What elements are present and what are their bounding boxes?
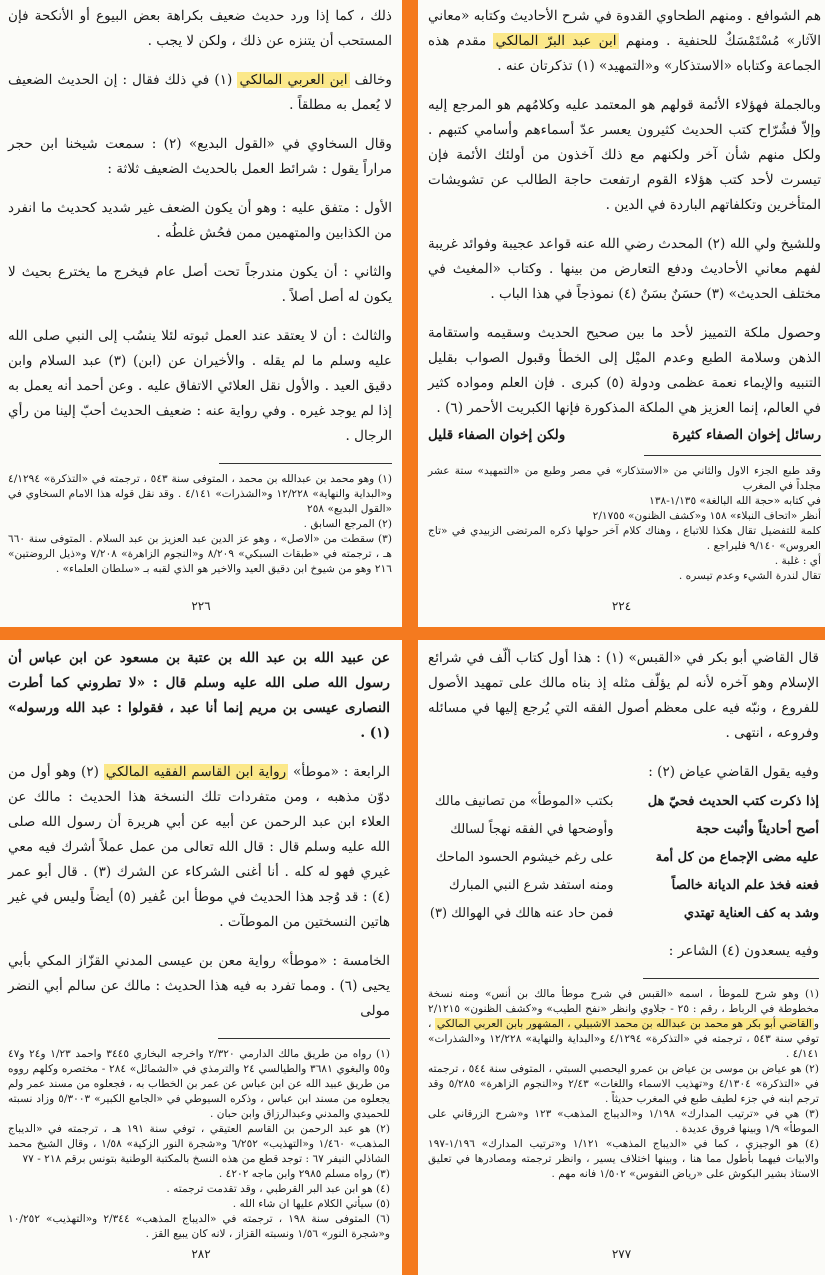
- poem-hemistich: فعنه فخذ علم الديانة خالصاً: [671, 878, 819, 893]
- page-number: ٢٧٧: [611, 1247, 632, 1261]
- footnote-divider: [644, 455, 821, 456]
- poem-hemistich: وأوضحها في الفقه نهجاً لسالك: [450, 822, 614, 837]
- paragraph: وخالف ابن العربي المالكي (١) في ذلك فقال : إن الحديث الضعيف لا يُعمل به مطلقاً .: [8, 72, 392, 113]
- footnote: كلمة للتفضيل تقال هكذا للاتباع ، وهناك كلام آخر حولها ذكره المرتضى الزبيدي في «تاج العروس» ٩/١٤٠ فليراجع .: [428, 525, 821, 552]
- page-224: [418, 0, 825, 627]
- footnote: (٢) هو عبد الرحمن بن القاسم العتيقي ، توفي سنة ١٩١ هـ ، ترجمته في «الديباج المذهب» ١/٤٦٠ و«التهذيب» ٦/٢٥٢ و«شجرة النور الزكية» ١/٥٨ ، وقال الشيخ محمد الشاذلي النيفر ٦٧ : توجد قطع من هذه النسخ بالمكتبة الوطنية بتونس برقم ٢١٨ - ٧٧: [8, 1123, 391, 1165]
- footnote: (١) وهو محمد بن عبدالله بن محمد ، المتوفى سنة ٥٤٣ ، ترجمته في «التذكرة» ٤/١٢٩٤ و«البداية والنهاية» ١٢/٢٢٨ و«الشذرات» ٤/١٤١ . وقد نقل قوله هذا الامام السخاوي في «القول البديع» ٢٥٨: [8, 473, 392, 515]
- paragraph: وفيه يسعدون (٤) الشاعر :: [668, 943, 819, 959]
- footnote: (٣) رواه مسلم ٢٩٨٥ وابن ماجه ٤٢٠٢ .: [218, 1168, 390, 1180]
- page-number: ٢٨٢: [191, 1247, 211, 1261]
- footnotes: [8, 1047, 390, 1242]
- page-282: [0, 640, 402, 1275]
- paragraph: وفيه يقول القاضي عياض (٢) :: [648, 764, 819, 780]
- poem-hemistich: فمن حاد عنه هالك في الهوالك (٣): [429, 906, 614, 921]
- proverb-right: رسائل إخوان الصفاء كثيرة: [672, 427, 821, 443]
- paragraph: ذلك ، كما إذا ورد حديث ضعيف بكراهة بعض البيوع أو الأنكحة فإن المستحب أن يتنزه عن ذلك ، ولكن لا يجب .: [8, 8, 392, 49]
- proverb-left: ولكن إخوان الصفاء قليل: [428, 427, 566, 443]
- footnote-divider: [218, 1038, 390, 1039]
- body-text: [8, 4, 392, 449]
- poem-hemistich: إذا ذكرت كتب الحديث فحيّ هل: [647, 794, 819, 809]
- paragraph: الرابعة : «موطأ» رواية ابن القاسم الفقيه المالكي (٢) وهو أول من دوّن مذهبه ، ومن متفردات تلك النسخة هذا الحديث : مالك عن العلاء ابن عبد الرحمن عن أبيه عن أبي هريرة أن رسول الله صلى الله عليه وسلم قال : قال الله تعالى من عمل عملاً أشرك فيه معي غيري فهو له كله . أنا أغنى الشركاء عن الشرك (٣) . قال أبو عمر (٤) : قد وُجد هذا الحديث في موطأ ابن عُفير (٥) أيضاً وليس في غير هاتين النسختين من الموطآت .: [8, 764, 390, 930]
- footnote: (٤) هو ابن عبد البر القرطبي ، وقد تقدمت ترجمته .: [166, 1183, 390, 1195]
- footnote: (٥) سيأتي الكلام عليها ان شاء الله .: [232, 1198, 390, 1210]
- poem-hemistich: على رغم خيشوم الحسود الماحك: [435, 850, 614, 865]
- footnote: (٢) المرجع السابق .: [303, 518, 392, 530]
- footnote: (٣) سقطت من «الاصل» ، وهو عز الدين عبد العزيز بن عبد السلام . المتوفى سنة ٦٦٠ هـ ، ترجمته في «طبقات السبكي» ٨/٢٠٩ و«النجوم الزاهرة» ٧/٢٠٨ و«ذيل الروضتين» ٢١٦ وهو من شيوخ ابن دقيق العيد والاخير هو الذي لقبه بـ «سلطان العلماء» .: [8, 533, 392, 575]
- paragraph: وقال السخاوي في «القول البديع» (٢) : سمعت شيخنا ابن حجر مراراً يقول : شرائط العمل بالحديث الضعيف ثلاثة :: [8, 136, 392, 177]
- paragraph: وحصول ملكة التمييز لأحد ما بين صحيح الحديث وسقيمه واستقامة الذهن وسلامة الطبع وعدم الميْل إلى الخطأ وقبول الصواب بقليل التنبيه والإيماء نعمة عظمى ودولة (٥) كبرى . فإن العلم ومواده كثير في العالم، إنما العزيز هي الملكة المذكورة فإنها الكبريت الأحمر (٦) .: [428, 325, 821, 416]
- page-277: [418, 640, 825, 1275]
- footnote: (١) وهو شرح للموطأ ، اسمه «القبس في شرح موطأ مالك بن أنس» ومنه نسخة مخطوطة في الرباط ، رقم : ٢٥ - جلاوي وانظر «نفح الطيب» و«كشف الظنون» ٢/١٢١٥ والقاضي أبو بكر هو محمد بن عبدالله بن محمد الاشبيلي ، المشهور بابن العربي المالكي ، توفي سنة ٥٤٣ ، ترجمته في «التذكرة» ٤/١٢٩٤ و«البداية والنهاية» ١٢/٢٢٨ و«الشذرات» ٤/١٤١ .: [428, 988, 819, 1060]
- poem-hemistich: وشد به كف العناية تهتدي: [683, 906, 819, 921]
- highlighted-name: رواية ابن القاسم الفقيه المالكي: [105, 764, 287, 780]
- footnote: (٣) هي في «ترتيب المدارك» ١/١٩٨ و«الديباج المذهب» ١٢٣ و«شرح الزرقاني على الموطأ» ١/٩ وبينها فروق عديدة .: [428, 1108, 819, 1135]
- footnote-divider: [219, 463, 392, 464]
- paragraph: قال القاضي أبو بكر في «القبس» (١) : هذا أول كتاب ألّف في شرائع الإسلام وهو آخره لأنه لم يؤلّف مثله إذ بناه مالك على تمهيد الأصول للفروع ، ونبّه فيه على معظم أصول الفقه التي يُرجع إليها في مسائله وفروعه ، انتهى .: [428, 650, 819, 741]
- footnote-divider: [643, 978, 819, 979]
- paragraph: عن عبيد الله بن عبد الله بن عتبة بن مسعود عن ابن عباس أن رسول الله صلى الله عليه وسلم قال : «لا تطروني كما أطرت النصارى عيسى بن مريم إنما أنا عبد ، فقولوا : عبد الله ورسوله» (١) .: [8, 650, 390, 741]
- footnote: (٦) المتوفى سنة ١٩٨ ، ترجمته في «الديباج المذهب» ٢/٣٤٤ و«التهذيب» ١٠/٢٥٢ و«شجرة النور» ١/٥٦ ونسبته القزاز ، لانه كان يبيع القز .: [8, 1213, 390, 1240]
- footnote: (١) رواه من طريق مالك الدارمي ٢/٣٢٠ واخرجه البخاري ٣٤٤٥ واحمد ١/٢٣ و٢٤ و٤٧ و٥٥ والبغوي ٣٦٨١ والطيالسي ٢٤ والترمذي في «الشمائل» ٢٨٤ - مختصره وكلهم رووه من طريق عبيد الله عن ابن عباس عن عمر بن الخطاب به ، فجعلوه من مسند عمر ولم يجعلوه من مسند ابن عباس ، وذكره السيوطي في «الجامع الكبير» ٥/٣٠٠٣ وزاد نسبته للحميدي والمدني وعبدالرزاق وابن حبان .: [8, 1048, 391, 1120]
- paragraph: الخامسة : «موطأ» رواية معن بن عيسى المدني القزّاز المكي بأبي يحيى (٦) . ومما تفرد به فيه هذا الحديث : مالك عن سالم أبي النضر مولى: [8, 953, 390, 1019]
- page-number: ٢٢٤: [611, 599, 632, 613]
- footnotes: [428, 987, 819, 1182]
- paragraph: والثالث : أن لا يعتقد عند العمل ثبوته لئلا ينسُب إلى النبي صلى الله عليه وسلم ما لم يقله . والأخيران عن (ابن) (٣) عبد السلام وابن دقيق العيد . والأول نقل العلائي الاتفاق عليه . وعن أحمد أنه يعمل به إذا لم يوجد غيره . وفي رواية عنه : ضعيف الحديث أحبّ إلينا من رأي الرجال .: [8, 328, 392, 444]
- footnote: وقد طبع الجزء الاول والثاني من «الاستذكار» في مصر وطبع من «التمهيد» ستة عشر مجلداً في المغرب: [428, 465, 821, 492]
- body-text: [8, 646, 390, 1024]
- poem-hemistich: ومنه استفد شرع النبي المبارك: [448, 878, 614, 893]
- poem: [428, 791, 819, 925]
- page-226: [0, 0, 402, 627]
- poem-hemistich: عليه مضى الإجماع من كل أمة: [655, 850, 819, 865]
- highlighted-name: ابن العربي المالكي: [239, 72, 348, 88]
- highlighted-name: القاضي أبو بكر هو محمد بن عبدالله بن محمد الاشبيلي ، المشهور بابن العربي المالكي: [436, 1018, 812, 1030]
- body-text: [428, 646, 819, 964]
- page-number: ٢٢٦: [191, 599, 211, 613]
- body-text: [428, 4, 821, 443]
- footnote: أي : غلبة .: [774, 555, 821, 567]
- poem-hemistich: أصح أحاديثاً وأثبت حجة: [695, 822, 819, 837]
- footnote: أنظر «اتحاف النبلاء» ١٥٨ و«كشف الظنون» ٢/١٧٥٥: [592, 510, 821, 522]
- footnote: تقال لندرة الشيء وعدم تيسره .: [678, 570, 821, 582]
- paragraph: والثاني : أن يكون مندرجاً تحت أصل عام فيخرج ما يخترع بحيث لا يكون له أصل أصلاً .: [8, 264, 392, 305]
- paragraph: الأول : متفق عليه : وهو أن يكون الضعف غير شديد كحديث ما انفرد من الكذابين والمتهمين ممن فحُش غلطُه .: [8, 200, 392, 241]
- footnote: في كتابه «حجة الله البالغة» ١/١٣٥-١٣٨: [649, 495, 821, 507]
- paragraph: وللشيخ ولي الله (٢) المحدث رضي الله عنه قواعد عجيبة وفوائد غريبة لفهم معاني الأحاديث ودفع التعارض من بينها . وكتاب «المغيث في مختلف الحديث» (٣) حسَنٌ بسَنٌ (٤) نموذجاً في هذا الباب .: [428, 236, 821, 302]
- footnotes: [8, 472, 392, 577]
- footnote: (٢) هو عياض بن موسى بن عياض بن عمرو اليحصبي السبتي ، المتوفى سنة ٥٤٤ ، ترجمته في «التذكرة» ٤/١٣٠٤ و«تهذيب الاسماء واللغات» ٢/٤٣ و«النجوم الزاهرة» ٥/٢٨٥ وقد ترجم ابنه في جزء لطيف طبع في المغرب حديثاً .: [428, 1063, 820, 1105]
- poem-hemistich: بكتب «الموطأ» من تصانيف مالك: [434, 794, 614, 809]
- footnote: (٤) هو الوجيزي ، كما في «الديباج المذهب» ١/١٢١ و«ترتيب المدارك» ١/١٩٦-١٩٧ والابيات فيهما بأطول مما هنا ، وبينها اختلاف يسير ، وانظر ترجمته ومصادرها في تعليق الاستاذ بشير البكوش على «رياض النفوس» ١/٥٠٢ فانه مهم .: [428, 1138, 819, 1180]
- highlighted-name: ابن عبد البرّ المالكي: [495, 33, 617, 49]
- proverb-verse: [428, 427, 821, 443]
- footnotes: [428, 464, 821, 584]
- paragraph: وبالجملة فهؤلاء الأئمة قولهم هو المعتمد عليه وكلامُهم هو المرجع إليه وإلاّ فشُرّاح كتب الحديث كثيرون يعسر عدّ أسماءهم وأسامي كتبهم . ولكل منهم شأن آخر ولكنهم مع ذلك آخذون من أولئك الأئمة فإن تيسرت لأحد كتب هؤلاء القوم ارتفعت حاجة الطالب عن تشويشات المتأخرين وتكلفاتهم الباردة في الدين .: [428, 97, 821, 213]
- paragraph: هم الشوافع . ومنهم الطحاوي القدوة في شرح الأحاديث وكتابه «معاني الآثار» مُسْتَمْسَكٌ للحنفية . ومنهم ابن عبد البرّ المالكي مقدم هذه الجماعة وكتاباه «الاستذكار» و«التمهيد» (١) تذكرتان عنه .: [428, 8, 822, 74]
